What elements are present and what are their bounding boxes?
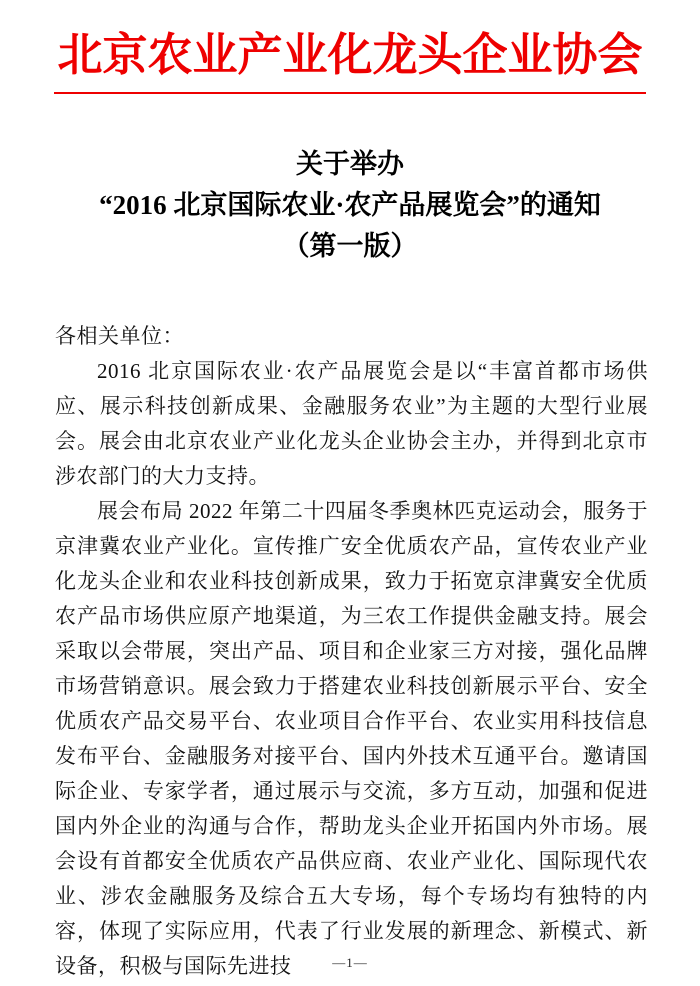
document-title-line-1: 关于举办	[296, 149, 404, 179]
page-footer	[0, 954, 700, 972]
letterhead	[0, 0, 700, 94]
letterhead-org-name: 北京农业产业化龙头企业协会	[57, 30, 643, 80]
letterhead-rule-divider	[54, 92, 646, 94]
document-title-line-3: （第一版）	[282, 231, 418, 261]
page-number: —1—	[332, 955, 368, 970]
document-title-line-2: “2016 北京国际农业·农产品展览会”的通知	[99, 190, 601, 220]
salutation: 各相关单位：	[55, 324, 184, 348]
document-title	[40, 144, 660, 267]
body-paragraph-1: 2016 北京国际农业·农产品展览会是以“丰富首都市场供应、展示科技创新成果、金融服务农业”为主题的大型行业展会。展会由北京农业产业化龙头企业协会主办，并得到北京市涉农部门的大力支持。	[55, 359, 648, 488]
document-body	[55, 319, 648, 984]
body-paragraph-2: 展会布局 2022 年第二十四届冬季奥林匹克运动会，服务于京津冀农业产业化。宣传推广安全优质农产品，宣传农业产业化龙头企业和农业科技创新成果，致力于拓宽京津冀安全优质农产品市场供应原产地渠道，为三农工作提供金融支持。展会采取以会带展，突出产品、项目和企业家三方对接，强化品牌市场营销意识。展会致力于搭建农业科技创新展示平台、安全优质农产品交易平台、农业项目合作平台、农业实用科技信息发布平台、金融服务对接平台、国内外技术互通平台。邀请国际企业、专家学者，通过展示与交流，多方互动，加强和促进国内外企业的沟通与合作，帮助龙头企业开拓国内外市场。展会设有首都安全优质农产品供应商、农业产业化、国际现代农业、涉农金融服务及综合五大专场，每个专场均有独特的内容，体现了实际应用，代表了行业发展的新理念、新模式、新设备，积极与国际先进技	[55, 499, 648, 978]
